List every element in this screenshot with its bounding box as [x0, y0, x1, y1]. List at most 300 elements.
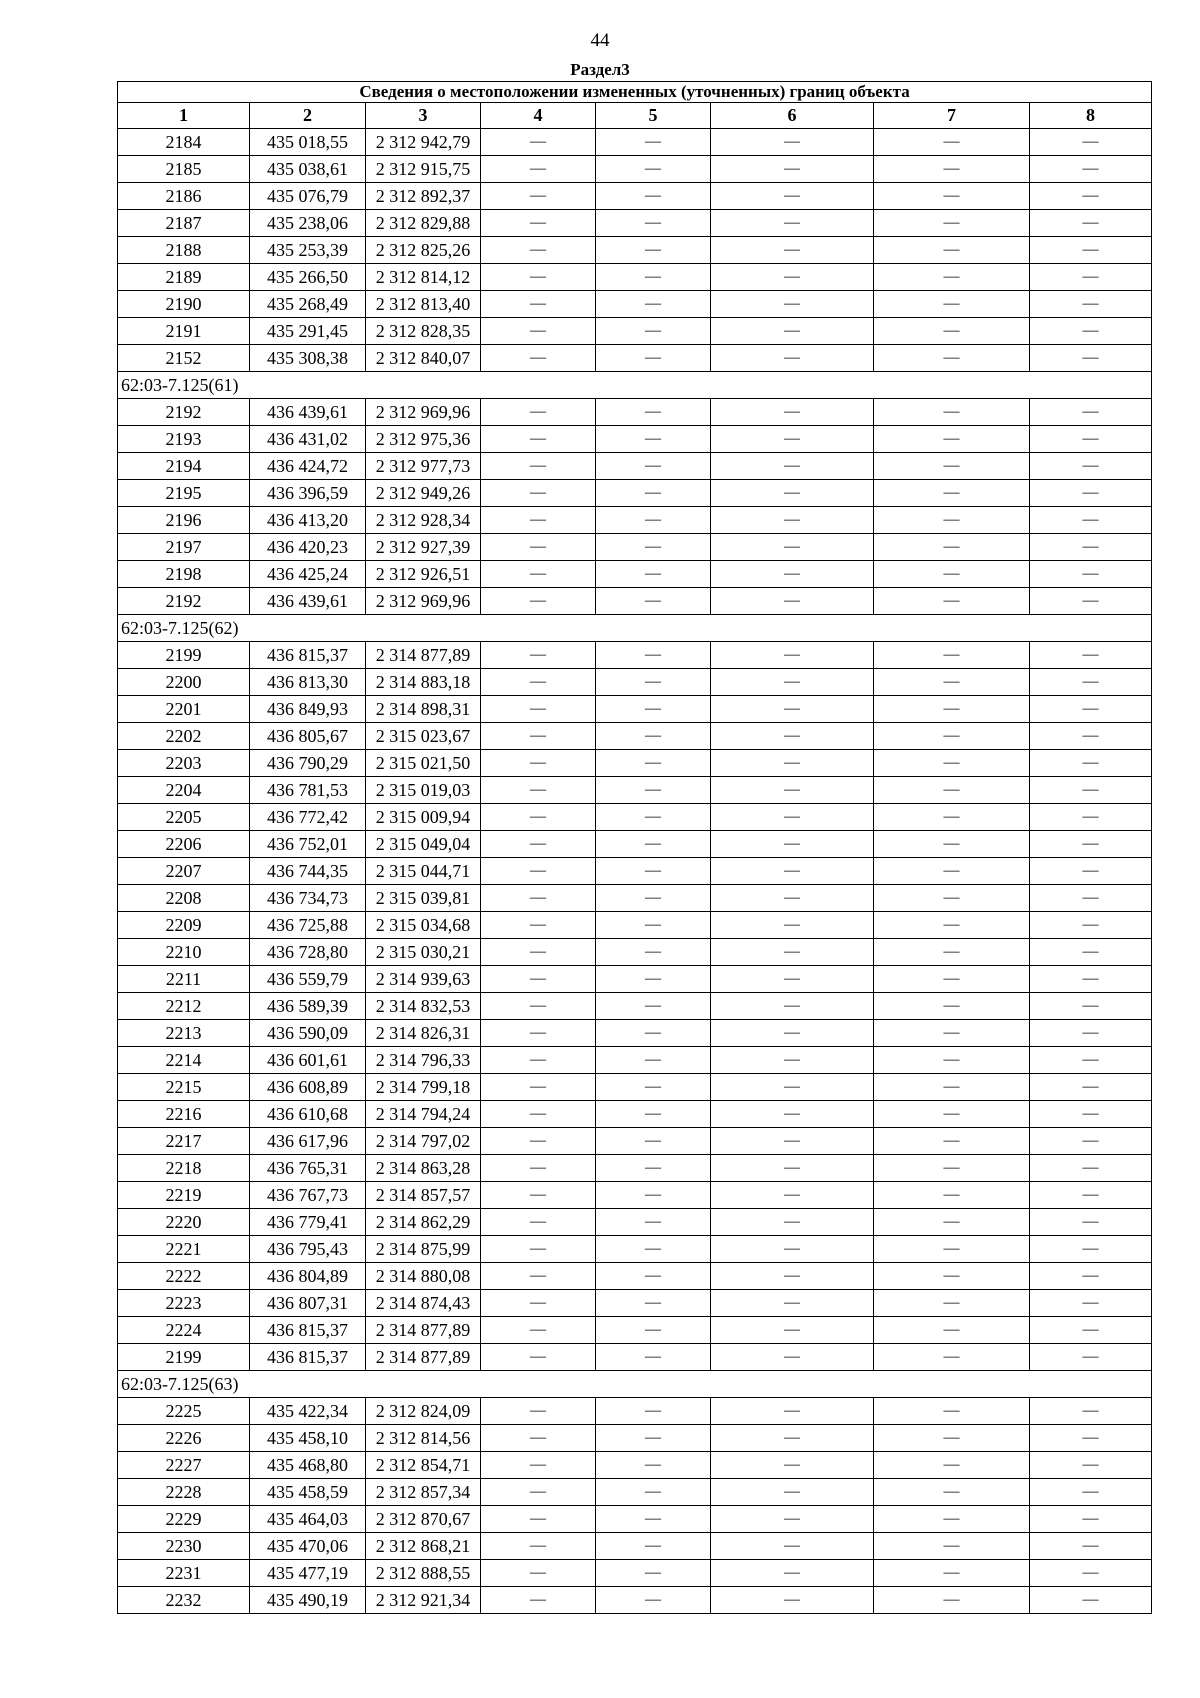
y-coordinate-cell: 2 315 044,71 — [366, 858, 481, 885]
point-number-cell: 2191 — [118, 318, 250, 345]
empty-dash-cell: — — [1030, 750, 1152, 777]
column-number: 3 — [366, 103, 481, 129]
empty-dash-cell: — — [874, 1587, 1030, 1614]
x-coordinate-cell: 436 805,67 — [250, 723, 366, 750]
empty-dash-cell: — — [1030, 183, 1152, 210]
column-number: 7 — [874, 103, 1030, 129]
empty-dash-cell: — — [1030, 345, 1152, 372]
table-row — [118, 210, 1152, 237]
y-coordinate-cell: 2 312 921,34 — [366, 1587, 481, 1614]
table-row — [118, 399, 1152, 426]
table-row — [118, 993, 1152, 1020]
table-row — [118, 1182, 1152, 1209]
table-row — [118, 156, 1152, 183]
x-coordinate-cell: 435 490,19 — [250, 1587, 366, 1614]
empty-dash-cell: — — [481, 1425, 596, 1452]
x-coordinate-cell: 435 308,38 — [250, 345, 366, 372]
empty-dash-cell: — — [1030, 1398, 1152, 1425]
empty-dash-cell: — — [711, 453, 874, 480]
y-coordinate-cell: 2 312 926,51 — [366, 561, 481, 588]
empty-dash-cell: — — [711, 1452, 874, 1479]
x-coordinate-cell: 436 431,02 — [250, 426, 366, 453]
empty-dash-cell: — — [596, 1398, 711, 1425]
y-coordinate-cell: 2 315 019,03 — [366, 777, 481, 804]
point-number-cell: 2184 — [118, 129, 250, 156]
empty-dash-cell: — — [481, 426, 596, 453]
y-coordinate-cell: 2 312 888,55 — [366, 1560, 481, 1587]
empty-dash-cell: — — [481, 993, 596, 1020]
point-number-cell: 2217 — [118, 1128, 250, 1155]
empty-dash-cell: — — [481, 1290, 596, 1317]
empty-dash-cell: — — [1030, 399, 1152, 426]
empty-dash-cell: — — [874, 1425, 1030, 1452]
y-coordinate-cell: 2 312 892,37 — [366, 183, 481, 210]
empty-dash-cell: — — [1030, 426, 1152, 453]
y-coordinate-cell: 2 314 883,18 — [366, 669, 481, 696]
empty-dash-cell: — — [481, 858, 596, 885]
x-coordinate-cell: 435 076,79 — [250, 183, 366, 210]
empty-dash-cell: — — [711, 750, 874, 777]
empty-dash-cell: — — [874, 183, 1030, 210]
column-number: 6 — [711, 103, 874, 129]
y-coordinate-cell: 2 314 799,18 — [366, 1074, 481, 1101]
point-number-cell: 2231 — [118, 1560, 250, 1587]
empty-dash-cell: — — [1030, 831, 1152, 858]
point-number-cell: 2226 — [118, 1425, 250, 1452]
table-row — [118, 507, 1152, 534]
empty-dash-cell: — — [711, 318, 874, 345]
point-number-cell: 2202 — [118, 723, 250, 750]
x-coordinate-cell: 436 804,89 — [250, 1263, 366, 1290]
empty-dash-cell: — — [1030, 1263, 1152, 1290]
y-coordinate-cell: 2 315 021,50 — [366, 750, 481, 777]
point-number-cell: 2199 — [118, 1344, 250, 1371]
point-number-cell: 2223 — [118, 1290, 250, 1317]
empty-dash-cell: — — [874, 1209, 1030, 1236]
group-label: 62:03-7.125(63) — [118, 1371, 1152, 1398]
empty-dash-cell: — — [481, 1182, 596, 1209]
empty-dash-cell: — — [711, 426, 874, 453]
y-coordinate-cell: 2 314 862,29 — [366, 1209, 481, 1236]
empty-dash-cell: — — [711, 831, 874, 858]
group-label: 62:03-7.125(61) — [118, 372, 1152, 399]
empty-dash-cell: — — [711, 1209, 874, 1236]
y-coordinate-cell: 2 312 857,34 — [366, 1479, 481, 1506]
table-row — [118, 264, 1152, 291]
x-coordinate-cell: 436 608,89 — [250, 1074, 366, 1101]
empty-dash-cell: — — [1030, 723, 1152, 750]
point-number-cell: 2220 — [118, 1209, 250, 1236]
empty-dash-cell: — — [481, 912, 596, 939]
empty-dash-cell: — — [1030, 453, 1152, 480]
empty-dash-cell: — — [874, 1101, 1030, 1128]
empty-dash-cell: — — [711, 1263, 874, 1290]
empty-dash-cell: — — [481, 885, 596, 912]
empty-dash-cell: — — [596, 1479, 711, 1506]
empty-dash-cell: — — [874, 1398, 1030, 1425]
empty-dash-cell: — — [481, 1128, 596, 1155]
empty-dash-cell: — — [874, 156, 1030, 183]
empty-dash-cell: — — [596, 507, 711, 534]
empty-dash-cell: — — [1030, 1560, 1152, 1587]
x-coordinate-cell: 436 734,73 — [250, 885, 366, 912]
empty-dash-cell: — — [711, 966, 874, 993]
empty-dash-cell: — — [874, 669, 1030, 696]
empty-dash-cell: — — [596, 750, 711, 777]
y-coordinate-cell: 2 315 030,21 — [366, 939, 481, 966]
empty-dash-cell: — — [711, 291, 874, 318]
y-coordinate-cell: 2 312 915,75 — [366, 156, 481, 183]
empty-dash-cell: — — [1030, 129, 1152, 156]
empty-dash-cell: — — [711, 588, 874, 615]
table-row — [118, 291, 1152, 318]
x-coordinate-cell: 435 470,06 — [250, 1533, 366, 1560]
empty-dash-cell: — — [711, 183, 874, 210]
empty-dash-cell: — — [596, 399, 711, 426]
empty-dash-cell: — — [596, 642, 711, 669]
empty-dash-cell: — — [596, 1317, 711, 1344]
empty-dash-cell: — — [481, 669, 596, 696]
empty-dash-cell: — — [1030, 642, 1152, 669]
empty-dash-cell: — — [711, 507, 874, 534]
point-number-cell: 2197 — [118, 534, 250, 561]
empty-dash-cell: — — [481, 1587, 596, 1614]
empty-dash-cell: — — [711, 237, 874, 264]
empty-dash-cell: — — [481, 183, 596, 210]
empty-dash-cell: — — [481, 777, 596, 804]
y-coordinate-cell: 2 312 825,26 — [366, 237, 481, 264]
empty-dash-cell: — — [481, 1317, 596, 1344]
empty-dash-cell: — — [481, 750, 596, 777]
table-row — [118, 777, 1152, 804]
column-number: 2 — [250, 103, 366, 129]
table-row — [118, 831, 1152, 858]
table-row — [118, 1290, 1152, 1317]
empty-dash-cell: — — [874, 1533, 1030, 1560]
y-coordinate-cell: 2 312 828,35 — [366, 318, 481, 345]
x-coordinate-cell: 436 779,41 — [250, 1209, 366, 1236]
empty-dash-cell: — — [481, 1506, 596, 1533]
empty-dash-cell: — — [874, 777, 1030, 804]
point-number-cell: 2216 — [118, 1101, 250, 1128]
x-coordinate-cell: 435 422,34 — [250, 1398, 366, 1425]
x-coordinate-cell: 436 396,59 — [250, 480, 366, 507]
table-row — [118, 885, 1152, 912]
y-coordinate-cell: 2 314 875,99 — [366, 1236, 481, 1263]
y-coordinate-cell: 2 315 034,68 — [366, 912, 481, 939]
x-coordinate-cell: 435 018,55 — [250, 129, 366, 156]
empty-dash-cell: — — [711, 1344, 874, 1371]
empty-dash-cell: — — [481, 453, 596, 480]
point-number-cell: 2152 — [118, 345, 250, 372]
table-row — [118, 1317, 1152, 1344]
empty-dash-cell: — — [596, 831, 711, 858]
empty-dash-cell: — — [481, 561, 596, 588]
empty-dash-cell: — — [711, 1425, 874, 1452]
y-coordinate-cell: 2 315 023,67 — [366, 723, 481, 750]
empty-dash-cell: — — [711, 669, 874, 696]
empty-dash-cell: — — [1030, 885, 1152, 912]
x-coordinate-cell: 436 849,93 — [250, 696, 366, 723]
empty-dash-cell: — — [1030, 1290, 1152, 1317]
empty-dash-cell: — — [711, 480, 874, 507]
y-coordinate-cell: 2 315 049,04 — [366, 831, 481, 858]
empty-dash-cell: — — [711, 1047, 874, 1074]
empty-dash-cell: — — [481, 723, 596, 750]
empty-dash-cell: — — [596, 1290, 711, 1317]
empty-dash-cell: — — [1030, 210, 1152, 237]
y-coordinate-cell: 2 312 814,12 — [366, 264, 481, 291]
point-number-cell: 2224 — [118, 1317, 250, 1344]
empty-dash-cell: — — [711, 1290, 874, 1317]
x-coordinate-cell: 436 744,35 — [250, 858, 366, 885]
point-number-cell: 2206 — [118, 831, 250, 858]
x-coordinate-cell: 435 291,45 — [250, 318, 366, 345]
empty-dash-cell: — — [711, 1560, 874, 1587]
x-coordinate-cell: 436 815,37 — [250, 642, 366, 669]
empty-dash-cell: — — [596, 480, 711, 507]
point-number-cell: 2222 — [118, 1263, 250, 1290]
empty-dash-cell: — — [874, 1479, 1030, 1506]
point-number-cell: 2221 — [118, 1236, 250, 1263]
empty-dash-cell: — — [596, 426, 711, 453]
empty-dash-cell: — — [711, 264, 874, 291]
empty-dash-cell: — — [481, 264, 596, 291]
empty-dash-cell: — — [874, 1047, 1030, 1074]
empty-dash-cell: — — [1030, 507, 1152, 534]
empty-dash-cell: — — [1030, 1128, 1152, 1155]
empty-dash-cell: — — [874, 966, 1030, 993]
empty-dash-cell: — — [874, 912, 1030, 939]
x-coordinate-cell: 436 807,31 — [250, 1290, 366, 1317]
empty-dash-cell: — — [481, 1560, 596, 1587]
empty-dash-cell: — — [874, 453, 1030, 480]
empty-dash-cell: — — [874, 1128, 1030, 1155]
column-number-row — [118, 103, 1152, 129]
x-coordinate-cell: 436 815,37 — [250, 1344, 366, 1371]
x-coordinate-cell: 435 253,39 — [250, 237, 366, 264]
point-number-cell: 2198 — [118, 561, 250, 588]
point-number-cell: 2212 — [118, 993, 250, 1020]
empty-dash-cell: — — [481, 534, 596, 561]
empty-dash-cell: — — [1030, 858, 1152, 885]
x-coordinate-cell: 436 424,72 — [250, 453, 366, 480]
y-coordinate-cell: 2 312 824,09 — [366, 1398, 481, 1425]
table-row — [118, 318, 1152, 345]
empty-dash-cell: — — [1030, 1506, 1152, 1533]
empty-dash-cell: — — [1030, 1209, 1152, 1236]
empty-dash-cell: — — [596, 1452, 711, 1479]
empty-dash-cell: — — [874, 1290, 1030, 1317]
table-row — [118, 480, 1152, 507]
empty-dash-cell: — — [596, 804, 711, 831]
group-label: 62:03-7.125(62) — [118, 615, 1152, 642]
empty-dash-cell: — — [596, 1128, 711, 1155]
empty-dash-cell: — — [1030, 669, 1152, 696]
table-row — [118, 561, 1152, 588]
x-coordinate-cell: 435 468,80 — [250, 1452, 366, 1479]
empty-dash-cell: — — [481, 507, 596, 534]
point-number-cell: 2218 — [118, 1155, 250, 1182]
point-number-cell: 2192 — [118, 399, 250, 426]
table-row — [118, 1506, 1152, 1533]
y-coordinate-cell: 2 314 880,08 — [366, 1263, 481, 1290]
group-row — [118, 615, 1152, 642]
y-coordinate-cell: 2 312 949,26 — [366, 480, 481, 507]
table-row — [118, 1020, 1152, 1047]
group-row — [118, 1371, 1152, 1398]
empty-dash-cell: — — [711, 1155, 874, 1182]
point-number-cell: 2194 — [118, 453, 250, 480]
empty-dash-cell: — — [481, 291, 596, 318]
point-number-cell: 2195 — [118, 480, 250, 507]
empty-dash-cell: — — [711, 1020, 874, 1047]
empty-dash-cell: — — [711, 939, 874, 966]
empty-dash-cell: — — [874, 129, 1030, 156]
table-row — [118, 1155, 1152, 1182]
empty-dash-cell: — — [481, 318, 596, 345]
column-number: 5 — [596, 103, 711, 129]
empty-dash-cell: — — [1030, 1020, 1152, 1047]
y-coordinate-cell: 2 314 939,63 — [366, 966, 481, 993]
empty-dash-cell: — — [874, 804, 1030, 831]
empty-dash-cell: — — [481, 1155, 596, 1182]
empty-dash-cell: — — [596, 534, 711, 561]
point-number-cell: 2200 — [118, 669, 250, 696]
empty-dash-cell: — — [1030, 480, 1152, 507]
empty-dash-cell: — — [874, 1155, 1030, 1182]
table-body — [118, 129, 1152, 1614]
empty-dash-cell: — — [481, 588, 596, 615]
empty-dash-cell: — — [1030, 1587, 1152, 1614]
empty-dash-cell: — — [596, 993, 711, 1020]
empty-dash-cell: — — [481, 696, 596, 723]
empty-dash-cell: — — [1030, 1182, 1152, 1209]
empty-dash-cell: — — [711, 885, 874, 912]
empty-dash-cell: — — [596, 1236, 711, 1263]
empty-dash-cell: — — [596, 1020, 711, 1047]
empty-dash-cell: — — [874, 534, 1030, 561]
empty-dash-cell: — — [481, 642, 596, 669]
section-title: Раздел3 — [570, 60, 630, 79]
table-row — [118, 1128, 1152, 1155]
table-row — [118, 453, 1152, 480]
point-number-cell: 2232 — [118, 1587, 250, 1614]
empty-dash-cell: — — [1030, 696, 1152, 723]
y-coordinate-cell: 2 314 857,57 — [366, 1182, 481, 1209]
empty-dash-cell: — — [481, 1236, 596, 1263]
empty-dash-cell: — — [481, 156, 596, 183]
empty-dash-cell: — — [711, 1101, 874, 1128]
empty-dash-cell: — — [1030, 264, 1152, 291]
empty-dash-cell: — — [596, 1101, 711, 1128]
x-coordinate-cell: 436 772,42 — [250, 804, 366, 831]
empty-dash-cell: — — [481, 1047, 596, 1074]
boundary-coordinates-table — [117, 81, 1152, 1614]
empty-dash-cell: — — [711, 129, 874, 156]
empty-dash-cell: — — [711, 777, 874, 804]
point-number-cell: 2214 — [118, 1047, 250, 1074]
empty-dash-cell: — — [711, 399, 874, 426]
empty-dash-cell: — — [1030, 1155, 1152, 1182]
empty-dash-cell: — — [481, 1533, 596, 1560]
empty-dash-cell: — — [596, 1533, 711, 1560]
column-number: 8 — [1030, 103, 1152, 129]
empty-dash-cell: — — [711, 534, 874, 561]
table-row — [118, 1425, 1152, 1452]
empty-dash-cell: — — [596, 1155, 711, 1182]
empty-dash-cell: — — [596, 912, 711, 939]
empty-dash-cell: — — [711, 723, 874, 750]
y-coordinate-cell: 2 312 870,67 — [366, 1506, 481, 1533]
empty-dash-cell: — — [596, 1587, 711, 1614]
empty-dash-cell: — — [874, 642, 1030, 669]
empty-dash-cell: — — [596, 1074, 711, 1101]
empty-dash-cell: — — [1030, 1074, 1152, 1101]
empty-dash-cell: — — [711, 858, 874, 885]
empty-dash-cell: — — [481, 831, 596, 858]
x-coordinate-cell: 436 765,31 — [250, 1155, 366, 1182]
x-coordinate-cell: 436 815,37 — [250, 1317, 366, 1344]
y-coordinate-cell: 2 314 796,33 — [366, 1047, 481, 1074]
empty-dash-cell: — — [596, 966, 711, 993]
empty-dash-cell: — — [596, 588, 711, 615]
empty-dash-cell: — — [596, 561, 711, 588]
empty-dash-cell: — — [1030, 561, 1152, 588]
table-row — [118, 939, 1152, 966]
x-coordinate-cell: 436 439,61 — [250, 588, 366, 615]
empty-dash-cell: — — [874, 480, 1030, 507]
y-coordinate-cell: 2 314 863,28 — [366, 1155, 481, 1182]
empty-dash-cell: — — [874, 1182, 1030, 1209]
empty-dash-cell: — — [596, 777, 711, 804]
empty-dash-cell: — — [481, 939, 596, 966]
empty-dash-cell: — — [874, 1074, 1030, 1101]
empty-dash-cell: — — [596, 210, 711, 237]
table-row — [118, 804, 1152, 831]
y-coordinate-cell: 2 315 009,94 — [366, 804, 481, 831]
empty-dash-cell: — — [711, 210, 874, 237]
empty-dash-cell: — — [711, 1317, 874, 1344]
empty-dash-cell: — — [1030, 912, 1152, 939]
x-coordinate-cell: 435 464,03 — [250, 1506, 366, 1533]
empty-dash-cell: — — [711, 156, 874, 183]
empty-dash-cell: — — [711, 1182, 874, 1209]
empty-dash-cell: — — [481, 804, 596, 831]
empty-dash-cell: — — [874, 426, 1030, 453]
point-number-cell: 2227 — [118, 1452, 250, 1479]
empty-dash-cell: — — [711, 993, 874, 1020]
empty-dash-cell: — — [874, 291, 1030, 318]
point-number-cell: 2207 — [118, 858, 250, 885]
empty-dash-cell: — — [481, 1074, 596, 1101]
empty-dash-cell: — — [596, 1506, 711, 1533]
point-number-cell: 2199 — [118, 642, 250, 669]
point-number-cell: 2185 — [118, 156, 250, 183]
table-row — [118, 1398, 1152, 1425]
y-coordinate-cell: 2 314 794,24 — [366, 1101, 481, 1128]
point-number-cell: 2187 — [118, 210, 250, 237]
y-coordinate-cell: 2 314 877,89 — [366, 1344, 481, 1371]
empty-dash-cell: — — [481, 1209, 596, 1236]
point-number-cell: 2186 — [118, 183, 250, 210]
empty-dash-cell: — — [596, 183, 711, 210]
empty-dash-cell: — — [874, 1506, 1030, 1533]
empty-dash-cell: — — [596, 696, 711, 723]
y-coordinate-cell: 2 314 898,31 — [366, 696, 481, 723]
y-coordinate-cell: 2 314 832,53 — [366, 993, 481, 1020]
empty-dash-cell: — — [481, 480, 596, 507]
